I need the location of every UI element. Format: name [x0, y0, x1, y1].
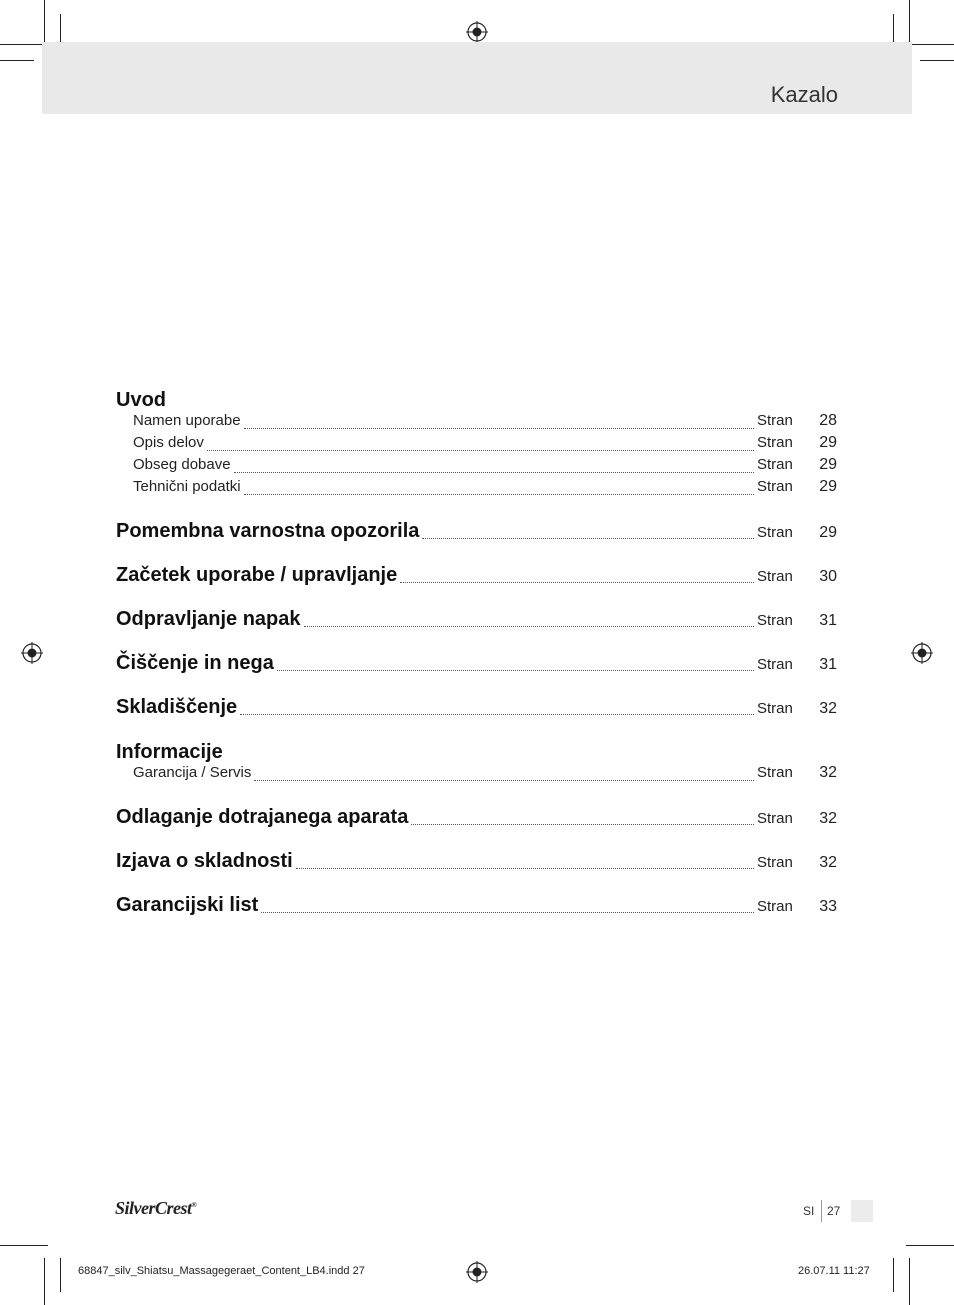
toc-subentry[interactable] — [116, 412, 837, 434]
toc-entry-label: Tehnični podatki — [133, 478, 241, 495]
leader-dots — [244, 493, 754, 495]
slug-datetime: 26.07.11 11:27 — [798, 1265, 870, 1277]
toc-subentry[interactable] — [116, 764, 837, 786]
toc-entry-label: Čiščenje in nega — [116, 652, 274, 674]
toc-page-number: 30 — [819, 568, 837, 585]
toc-subentry[interactable] — [116, 434, 837, 456]
toc-entry[interactable] — [116, 652, 837, 676]
footer-divider — [821, 1200, 822, 1222]
toc-stran-label: Stran — [757, 612, 793, 629]
leader-dots — [422, 537, 754, 539]
toc-subentry[interactable] — [116, 478, 837, 500]
toc-entry[interactable] — [116, 696, 837, 720]
toc-page-number: 31 — [819, 612, 837, 629]
toc-page-number: 33 — [819, 898, 837, 915]
crop-mark — [909, 1258, 910, 1305]
toc-stran-label: Stran — [757, 412, 793, 429]
crop-mark — [920, 60, 954, 61]
toc-stran-label: Stran — [757, 568, 793, 585]
toc-entry-label: Izjava o skladnosti — [116, 850, 293, 872]
footer-tab — [851, 1200, 873, 1222]
crop-mark — [909, 0, 910, 48]
crop-mark — [44, 0, 45, 48]
leader-dots — [254, 779, 754, 781]
toc-page-number: 29 — [819, 456, 837, 473]
toc-stran-label: Stran — [757, 524, 793, 541]
toc-entry[interactable] — [116, 806, 837, 830]
toc-stran-label: Stran — [757, 434, 793, 451]
toc-page-number: 31 — [819, 656, 837, 673]
toc-stran-label: Stran — [757, 656, 793, 673]
toc-stran-label: Stran — [757, 764, 793, 781]
toc-section-heading: Informacije — [116, 741, 223, 763]
toc-stran-label: Stran — [757, 456, 793, 473]
toc-entry-label: Obseg dobave — [133, 456, 231, 473]
toc-stran-label: Stran — [757, 854, 793, 871]
toc-stran-label: Stran — [757, 810, 793, 827]
toc-entry-label: Opis delov — [133, 434, 204, 451]
leader-dots — [244, 427, 754, 429]
toc-entry[interactable] — [116, 520, 837, 544]
registration-mark-icon — [21, 642, 43, 664]
toc-page-number: 29 — [819, 434, 837, 451]
registration-mark-icon — [466, 1261, 488, 1283]
toc-entry-label: Odpravljanje napak — [116, 608, 301, 630]
slug-filename: 68847_silv_Shiatsu_Massagegeraet_Content_LB4.indd 27 — [78, 1265, 365, 1277]
crop-mark — [906, 1245, 954, 1246]
leader-dots — [296, 867, 754, 869]
toc-entry[interactable] — [116, 850, 837, 874]
leader-dots — [400, 581, 754, 583]
toc-section-heading: Uvod — [116, 389, 166, 411]
crop-mark — [0, 44, 48, 45]
leader-dots — [411, 823, 754, 825]
toc-stran-label: Stran — [757, 478, 793, 495]
toc-entry-label: Namen uporabe — [133, 412, 241, 429]
registration-mark-icon — [911, 642, 933, 664]
crop-mark — [60, 1258, 61, 1292]
crop-mark — [906, 44, 954, 45]
leader-dots — [234, 471, 754, 473]
toc-entry-label: Garancijski list — [116, 894, 259, 916]
toc-stran-label: Stran — [757, 700, 793, 717]
leader-dots — [304, 625, 754, 627]
toc-entry-label: Pomembna varnostna opozorila — [116, 520, 420, 542]
language-code: SI — [803, 1204, 815, 1218]
toc-page-number: 32 — [819, 700, 837, 717]
toc-page-number: 29 — [819, 524, 837, 541]
page-title: Kazalo — [770, 82, 838, 107]
toc-stran-label: Stran — [757, 898, 793, 915]
leader-dots — [240, 713, 754, 715]
toc-entry-label: Garancija / Servis — [133, 764, 252, 781]
table-of-contents — [116, 388, 837, 918]
crop-mark — [44, 1258, 45, 1305]
toc-entry[interactable] — [116, 608, 837, 632]
toc-entry-label: Skladiščenje — [116, 696, 238, 718]
toc-page-number: 32 — [819, 764, 837, 781]
crop-mark — [0, 60, 34, 61]
leader-dots — [261, 911, 754, 913]
toc-entry-label: Odlaganje dotrajanega aparata — [116, 806, 409, 828]
leader-dots — [277, 669, 754, 671]
toc-page-number: 32 — [819, 810, 837, 827]
registration-mark-icon — [466, 21, 488, 43]
toc-page-number: 32 — [819, 854, 837, 871]
crop-mark — [893, 1258, 894, 1292]
leader-dots — [207, 449, 754, 451]
toc-page-number: 29 — [819, 478, 837, 495]
brand-logo: SilverCrest® — [115, 1198, 197, 1218]
toc-entry[interactable] — [116, 564, 837, 588]
page-number: 27 — [827, 1204, 841, 1218]
crop-mark — [0, 1245, 48, 1246]
toc-page-number: 28 — [819, 412, 837, 429]
toc-subentry[interactable] — [116, 456, 837, 478]
toc-entry-label: Začetek uporabe / upravljanje — [116, 564, 398, 586]
toc-entry[interactable] — [116, 894, 837, 918]
